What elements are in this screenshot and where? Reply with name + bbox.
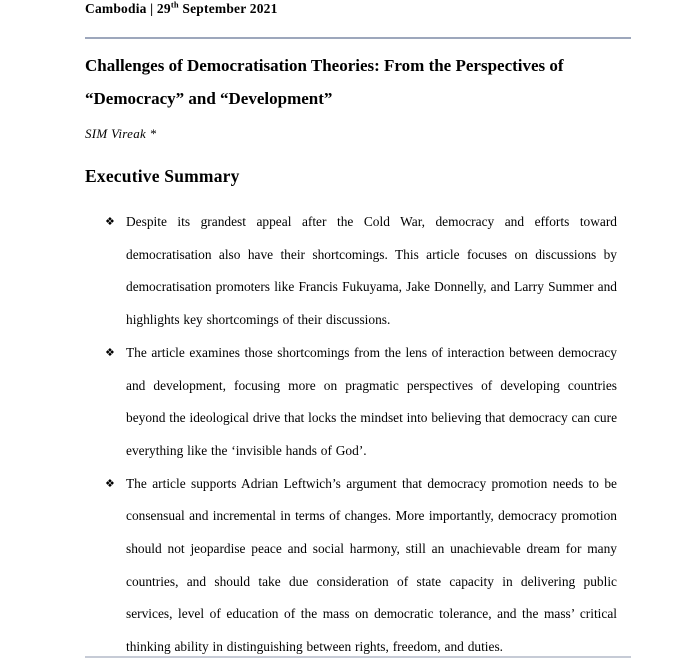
article-title [85,49,631,115]
bullet-text: The article supports Adrian Leftwich’s argument that democracy promotion needs to be consensual and incremental in terms of changes. More importantly, democracy promotion should not jeopardise peace and social harmony, still an unachievable dream for many countries, and should take due consideration of state capacity in delivering public services, level of education of the mass on democratic tolerance, and the mass’ critical thinking ability in distinguishing between rights, freedom, and duties. [126,475,617,655]
diamond-bullet-icon: ❖ [105,345,115,359]
bottom-horizontal-rule [85,656,631,658]
diamond-bullet-icon: ❖ [105,476,115,490]
section-heading-executive-summary: Executive Summary [85,166,240,186]
dateline-prefix: Cambodia | 29 [85,1,171,16]
bullet-text: The article examines those shortcomings from the lens of interaction between democracy and development, focusing more on pragmatic perspectives of developing countries beyond the ideological drive that locks the mindset into believing that democracy can cure everything like the ‘invisible hands of God’. [126,344,618,458]
executive-summary-bullet-list [85,206,617,660]
bullet-text: Despite its grandest appeal after the Cold War, democracy and efforts toward democratisation also have their shortcomings. This article focuses on discussions by democratisation promoters like Francis Fukuyama, Jake Donnelly, and Larry Summer and highlights key shortcomings of their discussions. [126,214,617,328]
top-horizontal-rule [85,37,631,39]
bullet-item [85,468,617,660]
dateline-suffix: September 2021 [178,1,278,16]
article-title-line2: “Democracy” and “Development” [85,89,333,108]
bullet-item [85,206,617,337]
dateline-ordinal-suffix: th [170,0,179,10]
diamond-bullet-icon: ❖ [105,215,115,228]
article-title-line1: Challenges of Democratisation Theories: From the Perspectives of [85,56,564,75]
bullet-item [85,337,617,468]
dateline [85,1,278,17]
author-byline: SIM Vireak * [85,126,157,141]
